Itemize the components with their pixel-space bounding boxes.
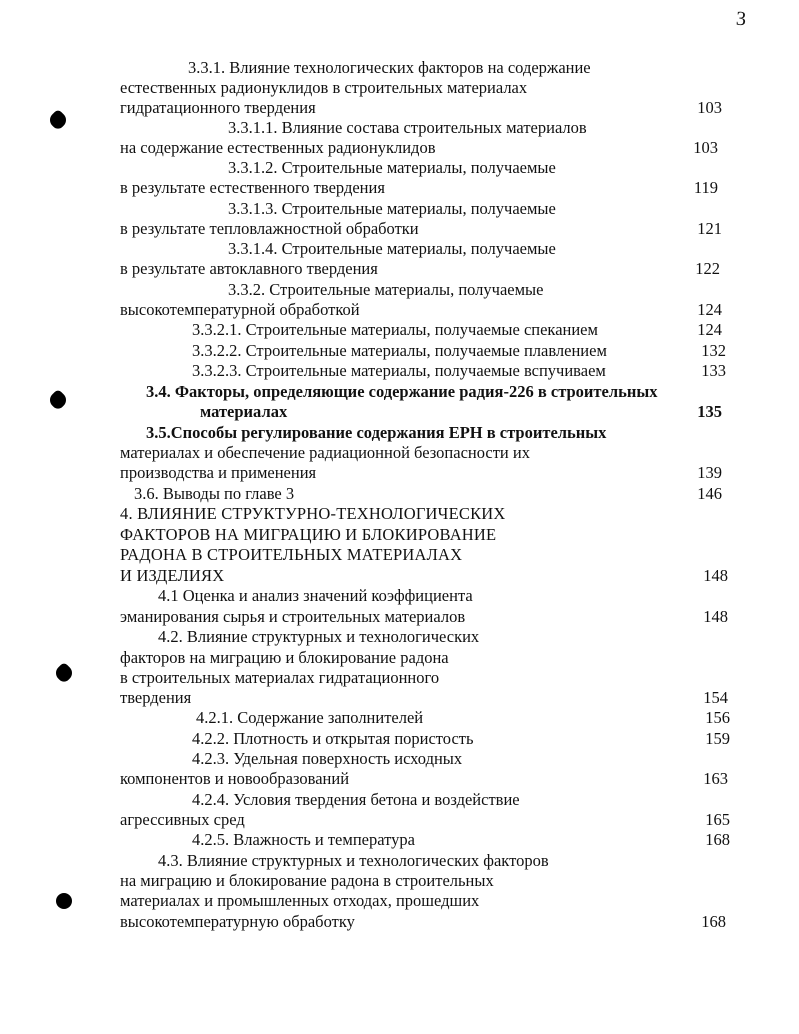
toc-line: в строительных материалах гидратационного — [120, 668, 440, 687]
toc-line: факторов на миграцию и блокирование радона — [120, 648, 449, 667]
toc-page: 159 — [705, 729, 730, 748]
toc-page: 124 — [697, 300, 722, 319]
toc-line: материалах и промышленных отходах, прошедших — [120, 891, 480, 910]
toc-page: 139 — [697, 463, 722, 482]
toc-line: на миграцию и блокирование радона в строительных — [120, 871, 494, 890]
toc-line: высокотемпературной обработкой — [120, 300, 360, 319]
toc-page: 148 — [703, 566, 728, 585]
chapter-heading: 4. ВЛИЯНИЕ СТРУКТУРНО-ТЕХНОЛОГИЧЕСКИХ — [120, 504, 506, 523]
toc-page: 124 — [697, 320, 722, 339]
toc-line: в результате автоклавного твердения — [120, 259, 378, 278]
punch-hole-mark — [53, 662, 76, 685]
chapter-heading: ФАКТОРОВ НА МИГРАЦИЮ И БЛОКИРОВАНИЕ — [120, 525, 497, 544]
toc-line: в результате естественного твердения — [120, 178, 385, 197]
toc-line: гидратационного твердения — [120, 98, 316, 117]
punch-hole-mark — [47, 389, 70, 412]
toc-line: эманирования сырья и строительных материалов — [120, 607, 466, 626]
toc-line: 3.3.2.2. Строительные материалы, получаемые плавлением — [192, 341, 607, 360]
toc-line: 3.3.1.3. Строительные материалы, получаемые — [228, 199, 556, 218]
toc-line: на содержание естественных радионуклидов — [120, 138, 436, 157]
toc-page: 119 — [693, 178, 718, 197]
toc-page: 146 — [697, 484, 722, 503]
toc-line: 3.3.1.2. Строительные материалы, получаемые — [228, 158, 556, 177]
toc-page: 168 — [705, 830, 730, 849]
toc-line: 4.2.4. Условия твердения бетона и воздействие — [192, 790, 520, 809]
toc-line: 3.3.1.1. Влияние состава строительных материалов — [228, 118, 587, 137]
toc-page: 133 — [701, 361, 726, 380]
chapter-heading: РАДОНА В СТРОИТЕЛЬНЫХ МАТЕРИАЛАХ — [120, 545, 463, 564]
chapter-heading: И ИЗДЕЛИЯХ — [120, 566, 225, 585]
toc-page: 165 — [705, 810, 730, 829]
toc-line: 3.3.2.1. Строительные материалы, получаемые спеканием — [192, 320, 598, 339]
toc-line: 4.1 Оценка и анализ значений коэффициента — [158, 586, 473, 605]
toc-page: 148 — [703, 607, 728, 626]
toc-page: 122 — [695, 259, 720, 278]
toc-line: 3.5.Способы регулирование содержания ЕРН в строительных — [146, 423, 607, 442]
toc-line: 4.2. Влияние структурных и технологических — [158, 627, 480, 646]
toc-line: 4.2.2. Плотность и открытая пористость — [192, 729, 474, 748]
page-number: 3 — [735, 7, 747, 31]
toc-line: материалах — [200, 402, 288, 421]
toc-line: твердения — [120, 688, 192, 707]
toc-page: 163 — [703, 769, 728, 788]
toc-line: материалах и обеспечение радиационной безопасности их — [120, 443, 530, 462]
toc-line: высокотемпературную обработку — [120, 912, 355, 931]
toc-line: 3.6. Выводы по главе 3 — [134, 484, 295, 503]
toc-page: 121 — [697, 219, 722, 238]
toc-page: 103 — [693, 138, 718, 157]
toc-page: 135 — [697, 402, 722, 421]
punch-hole-mark — [47, 109, 70, 132]
toc-line: 4.3. Влияние структурных и технологических факторов — [158, 851, 549, 870]
toc-line: в результате тепловлажностной обработки — [120, 219, 419, 238]
toc-page: 132 — [701, 341, 726, 360]
toc-line: 3.3.2. Строительные материалы, получаемые — [228, 280, 544, 299]
toc-line: естественных радионуклидов в строительных материалах — [120, 78, 528, 97]
toc-page: 168 — [701, 912, 726, 931]
toc-page: 154 — [703, 688, 728, 707]
toc-line: 3.4. Факторы, определяющие содержание радия-226 в строительных — [146, 382, 658, 401]
toc-line: агрессивных сред — [120, 810, 245, 829]
toc-line: производства и применения — [120, 463, 317, 482]
toc-line: 4.2.5. Влажность и температура — [192, 830, 415, 849]
toc-line: 4.2.1. Содержание заполнителей — [196, 708, 424, 727]
toc-line: 3.3.2.3. Строительные материалы, получаемые вспучиваем — [192, 361, 606, 380]
punch-hole-mark — [56, 893, 72, 909]
toc-page: 103 — [697, 98, 722, 117]
toc-line: компонентов и новообразований — [120, 769, 350, 788]
toc-line: 4.2.3. Удельная поверхность исходных — [192, 749, 463, 768]
toc-page: 156 — [705, 708, 730, 727]
toc-line: 3.3.1.4. Строительные материалы, получаемые — [228, 239, 556, 258]
toc-line: 3.3.1. Влияние технологических факторов на содержание — [188, 58, 591, 77]
